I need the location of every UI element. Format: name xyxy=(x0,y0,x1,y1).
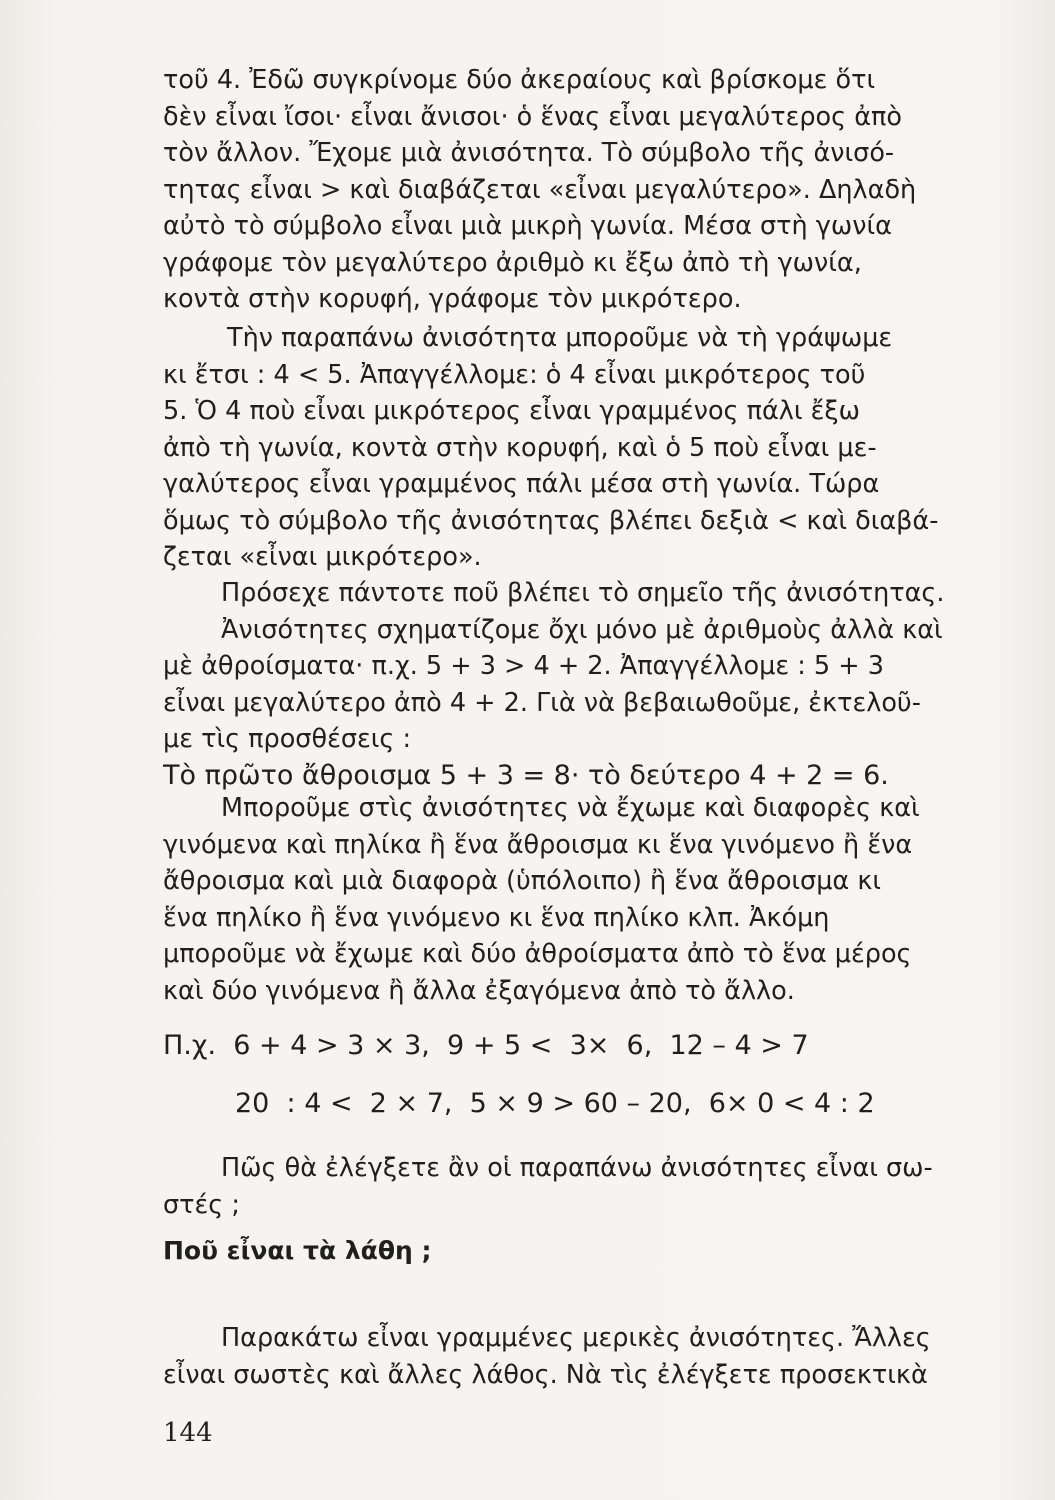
text-line: κι ἔτσι : 4 < 5. Ἀπαγγέλλομε: ὁ 4 εἶναι μικρότερος τοῦ xyxy=(163,359,866,390)
text-line: γινόμενα καὶ πηλίκα ἢ ἕνα ἄθροισμα κι ἕνα γινόμενο ἢ ἕνα xyxy=(163,829,913,860)
text-line: ἀπὸ τὴ γωνία, κοντὰ στὴν κορυφή, καὶ ὁ 5 ποὺ εἶναι με- xyxy=(163,432,877,463)
text-line: ἕνα πηλίκο ἢ ἕνα γινόμενο κι ἕνα πηλίκο κλπ. Ἀκόμη xyxy=(163,902,830,933)
text-line: μποροῦμε νὰ ἔχωμε καὶ δύο ἀθροίσματα ἀπὸ τὸ ἕνα μέρος xyxy=(163,939,912,969)
text-line: εἶναι σωστὲς καὶ ἄλλες λάθος. Νὰ τὶς ἐλέγξετε προσεκτικὰ xyxy=(163,1359,928,1390)
example-line: 20 : 4 < 2 × 7, 5 × 9 > 60 – 20, 6× 0 < 4 : 2 xyxy=(235,1088,875,1119)
text-line: Τὴν παραπάνω ἀνισότητα μποροῦμε νὰ τὴ γράψωμε xyxy=(227,323,893,353)
text-line: ζεται «εἶναι μικρότερο». xyxy=(163,542,482,572)
text-line: τὸν ἄλλον. Ἔχομε μιὰ ἀνισότητα. Τὸ σύμβολο τῆς ἀνισό- xyxy=(163,138,895,168)
paragraph-sums xyxy=(163,575,1033,794)
text-line: ὅμως τὸ σύμβολο τῆς ἀνισότητας βλέπει δεξιὰ < καὶ διαβά- xyxy=(163,505,939,536)
paragraph-less-than xyxy=(163,320,1033,576)
text-line: τητας εἶναι > καὶ διαβάζεται «εἶναι μεγαλύτερο». Δηλαδὴ xyxy=(163,174,917,205)
text-line: ἄθροισμα καὶ μιὰ διαφορὰ (ὑπόλοιπο) ἢ ἕνα ἄθροισμα κι xyxy=(163,866,882,896)
text-line: Πῶς θὰ ἐλέγξετε ἂν οἱ παραπάνω ἀνισότητες εἶναι σω- xyxy=(221,1153,933,1183)
text-line: καὶ δύο γινόμενα ἢ ἄλλα ἐξαγόμενα ἀπὸ τὸ ἄλλο. xyxy=(163,975,795,1006)
text-line: κοντὰ στὴν κορυφή, γράφομε τὸν μικρότερο. xyxy=(163,284,742,314)
paragraph-inequality-definition xyxy=(163,62,1033,318)
text-line: αὐτὸ τὸ σύμβολο εἶναι μιὰ μικρὴ γωνία. Μέσα στὴ γωνία xyxy=(163,211,892,241)
paragraph-products xyxy=(163,790,1033,1009)
text-line: τοῦ 4. Ἐδῶ συγκρίνομε δύο ἀκεραίους καὶ βρίσκομε ὅτι xyxy=(163,65,876,95)
example-line: Π.χ. 6 + 4 > 3 × 3, 9 + 5 < 3× 6, 12 – 4 > 7 xyxy=(163,1030,809,1061)
text-line: στές ; xyxy=(163,1189,240,1220)
text-line: εἶναι μεγαλύτερο ἀπὸ 4 + 2. Γιὰ νὰ βεβαιωθοῦμε, ἐκτελοῦ- xyxy=(163,687,921,718)
text-line: δὲν εἶναι ἴσοι· εἶναι ἄνισοι· ὁ ἕνας εἶναι μεγαλύτερος ἀπὸ xyxy=(163,101,902,132)
section-heading: Ποῦ εἶναι τὰ λάθη ; xyxy=(163,1236,432,1265)
page-number: 144 xyxy=(163,1418,213,1448)
text-line: Πρόσεχε πάντοτε ποῦ βλέπει τὸ σημεῖο τῆς ἀνισότητας. xyxy=(221,578,945,608)
text-line: γράφομε τὸν μεγαλύτερο ἀριθμὸ κι ἔξω ἀπὸ τὴ γωνία, xyxy=(163,247,862,278)
examples-block xyxy=(163,1022,1033,1128)
text-line: Παρακάτω εἶναι γραμμένες μερικὲς ἀνισότητες. Ἄλλες xyxy=(221,1323,931,1353)
text-line: Τὸ πρῶτο ἄθροισμα 5 + 3 = 8· τὸ δεύτερο 4 + 2 = 6. xyxy=(163,759,889,791)
paragraph-errors xyxy=(163,1320,1033,1393)
text-line: γαλύτερος εἶναι γραμμένος πάλι μέσα στὴ γωνία. Τώρα xyxy=(163,469,880,499)
text-line: 5. Ὁ 4 ποὺ εἶναι μικρότερος εἶναι γραμμένος πάλι ἔξω xyxy=(163,396,860,426)
text-line: μὲ ἀθροίσματα· π.χ. 5 + 3 > 4 + 2. Ἀπαγγέλλομε : 5 + 3 xyxy=(163,651,884,681)
text-line: Ἀνισότητες σχηματίζομε ὄχι μόνο μὲ ἀριθμοὺς ἀλλὰ καὶ xyxy=(221,614,943,645)
text-line: Μποροῦμε στὶς ἀνισότητες νὰ ἔχωμε καὶ διαφορὲς καὶ xyxy=(221,793,920,823)
question-block xyxy=(163,1150,1033,1223)
text-line: με τὶς προσθέσεις : xyxy=(163,724,412,754)
